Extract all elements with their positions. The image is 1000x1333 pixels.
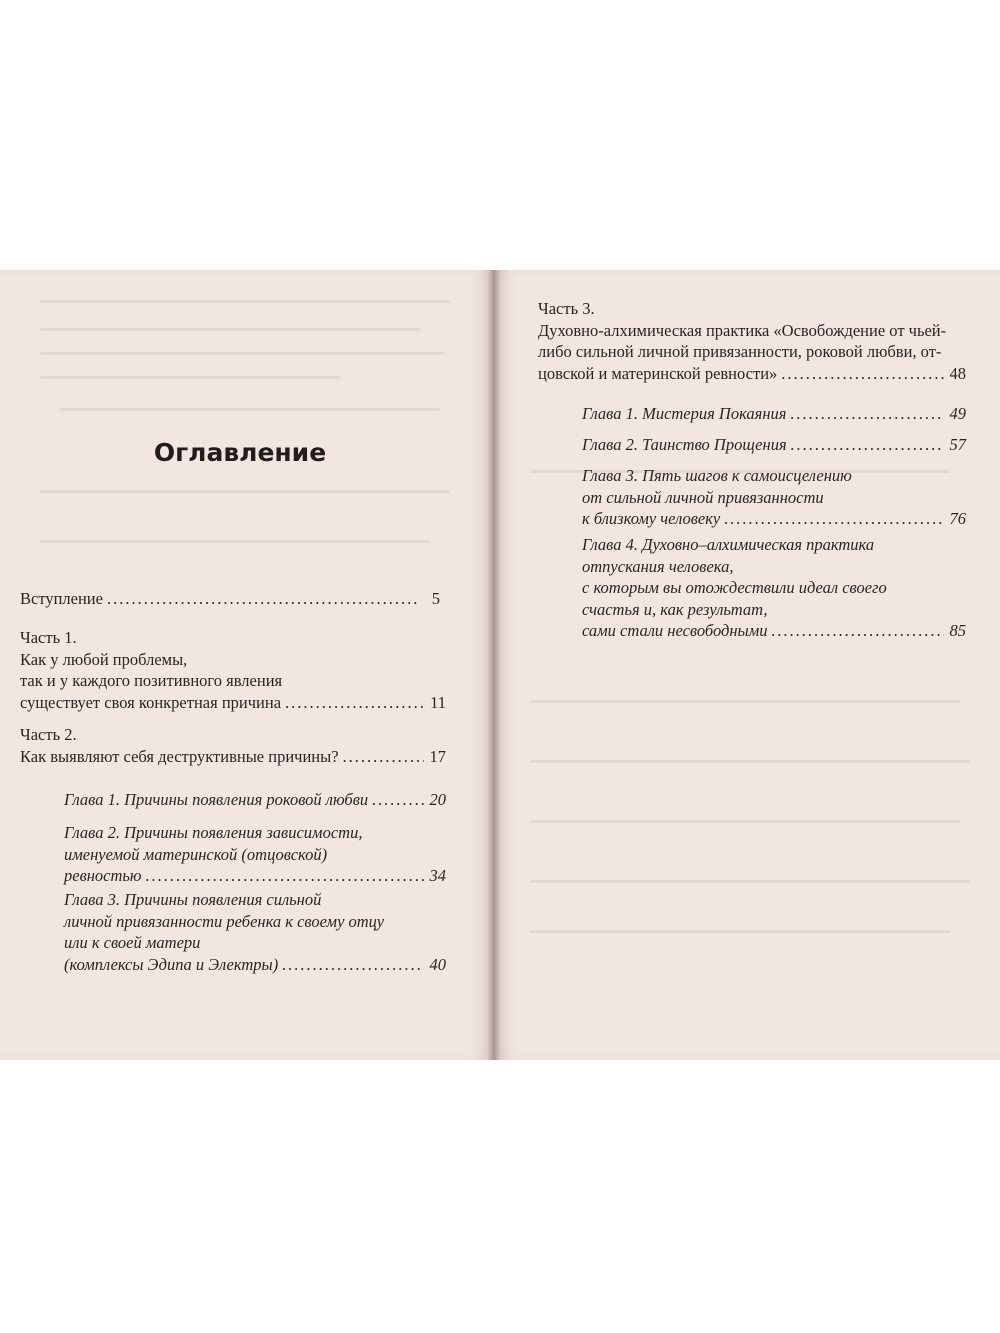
entry-line: либо сильной личной привязанности, роковой любви, от- bbox=[538, 342, 942, 361]
entry-line: счастья и, как результат, bbox=[582, 599, 768, 619]
entry-line: отпускания человека, bbox=[582, 556, 734, 576]
entry-title: Глава 2. Таинство Прощения bbox=[582, 435, 787, 454]
toc-entry-part-3[interactable] bbox=[538, 298, 966, 384]
leader-dots bbox=[790, 403, 944, 425]
entry-line: или к своей матери bbox=[64, 933, 201, 952]
entry-title: Глава 1. Мистерия Покаяния bbox=[582, 404, 787, 423]
entry-line: Глава 4. Духовно–алхимическая практика bbox=[582, 535, 875, 554]
entry-line: именуемой материнской (отцовской) bbox=[64, 844, 328, 864]
entry-title: к близкому человеку bbox=[582, 509, 721, 528]
entry-title: цовской и материнской ревности» bbox=[538, 363, 778, 383]
toc-entry-part-3-chapter-3[interactable] bbox=[582, 465, 966, 530]
toc-entry-part-2-chapter-2[interactable] bbox=[64, 822, 446, 887]
toc-entry-part-2-chapter-1[interactable] bbox=[64, 789, 446, 811]
leader-dots bbox=[781, 363, 944, 385]
page-number: 57 bbox=[949, 435, 966, 454]
entry-title: ревностью bbox=[64, 866, 142, 885]
leader-dots bbox=[285, 692, 424, 714]
toc-heading: Оглавление bbox=[153, 438, 327, 467]
entry-line: Духовно-алхимическая практика «Освобождение от чьей- bbox=[538, 320, 947, 340]
entry-line: Глава 3. Причины появления сильной bbox=[64, 890, 322, 909]
entry-line: Глава 2. Причины появления зависимости, bbox=[64, 823, 363, 842]
entry-line: с которым вы отождествили идеал своего bbox=[582, 578, 887, 597]
entry-line: Часть 3. bbox=[538, 299, 595, 318]
entry-title: (комплексы Эдипа и Электры) bbox=[64, 954, 279, 974]
page-number: 48 bbox=[949, 363, 966, 383]
page-number: 5 bbox=[431, 589, 440, 608]
page-number: 34 bbox=[429, 866, 446, 885]
entry-line: Часть 1. bbox=[20, 628, 77, 647]
page-number: 49 bbox=[949, 404, 966, 423]
entry-title: Глава 1. Причины появления роковой любви bbox=[64, 790, 369, 809]
book-gutter bbox=[488, 270, 500, 1060]
right-page bbox=[496, 270, 1000, 1060]
entry-title: сами стали несвободными bbox=[582, 621, 768, 640]
leader-dots bbox=[343, 746, 424, 768]
page-number: 11 bbox=[430, 692, 446, 712]
page-number: 17 bbox=[429, 746, 446, 766]
page-number: 20 bbox=[429, 790, 446, 809]
leader-dots bbox=[724, 508, 944, 530]
toc-entry-part-2-chapter-3[interactable] bbox=[64, 889, 446, 975]
entry-title: существует своя конкретная причина bbox=[20, 692, 282, 712]
entry-title: Как выявляют себя деструктивные причины? bbox=[20, 746, 339, 766]
entry-line: Часть 2. bbox=[20, 725, 77, 744]
page-number: 76 bbox=[949, 509, 966, 528]
entry-line: так и у каждого позитивного явления bbox=[20, 671, 283, 690]
page-number: 40 bbox=[429, 954, 446, 974]
entry-line: Как у любой проблемы, bbox=[20, 649, 188, 669]
leader-dots bbox=[372, 789, 424, 811]
leader-dots bbox=[282, 954, 424, 976]
leader-dots bbox=[791, 434, 944, 456]
entry-line: Глава 3. Пять шагов к самоисцелению bbox=[582, 466, 852, 485]
entry-line: личной привязанности ребенка к своему отцу bbox=[64, 911, 385, 931]
entry-title: Вступление bbox=[20, 589, 103, 608]
leader-dots bbox=[772, 620, 944, 642]
leader-dots bbox=[107, 588, 418, 610]
page-number: 85 bbox=[949, 621, 966, 640]
toc-entry-part-2[interactable] bbox=[20, 724, 446, 767]
leader-dots bbox=[146, 865, 424, 887]
entry-line: от сильной личной привязанности bbox=[582, 487, 824, 507]
toc-entry-part-3-chapter-4[interactable] bbox=[582, 534, 966, 642]
toc-entry-part-3-chapter-1[interactable] bbox=[582, 403, 966, 425]
toc-entry-part-3-chapter-2[interactable] bbox=[582, 434, 966, 456]
toc-entry-part-1[interactable] bbox=[20, 627, 446, 713]
toc-entry-intro[interactable] bbox=[20, 588, 440, 610]
